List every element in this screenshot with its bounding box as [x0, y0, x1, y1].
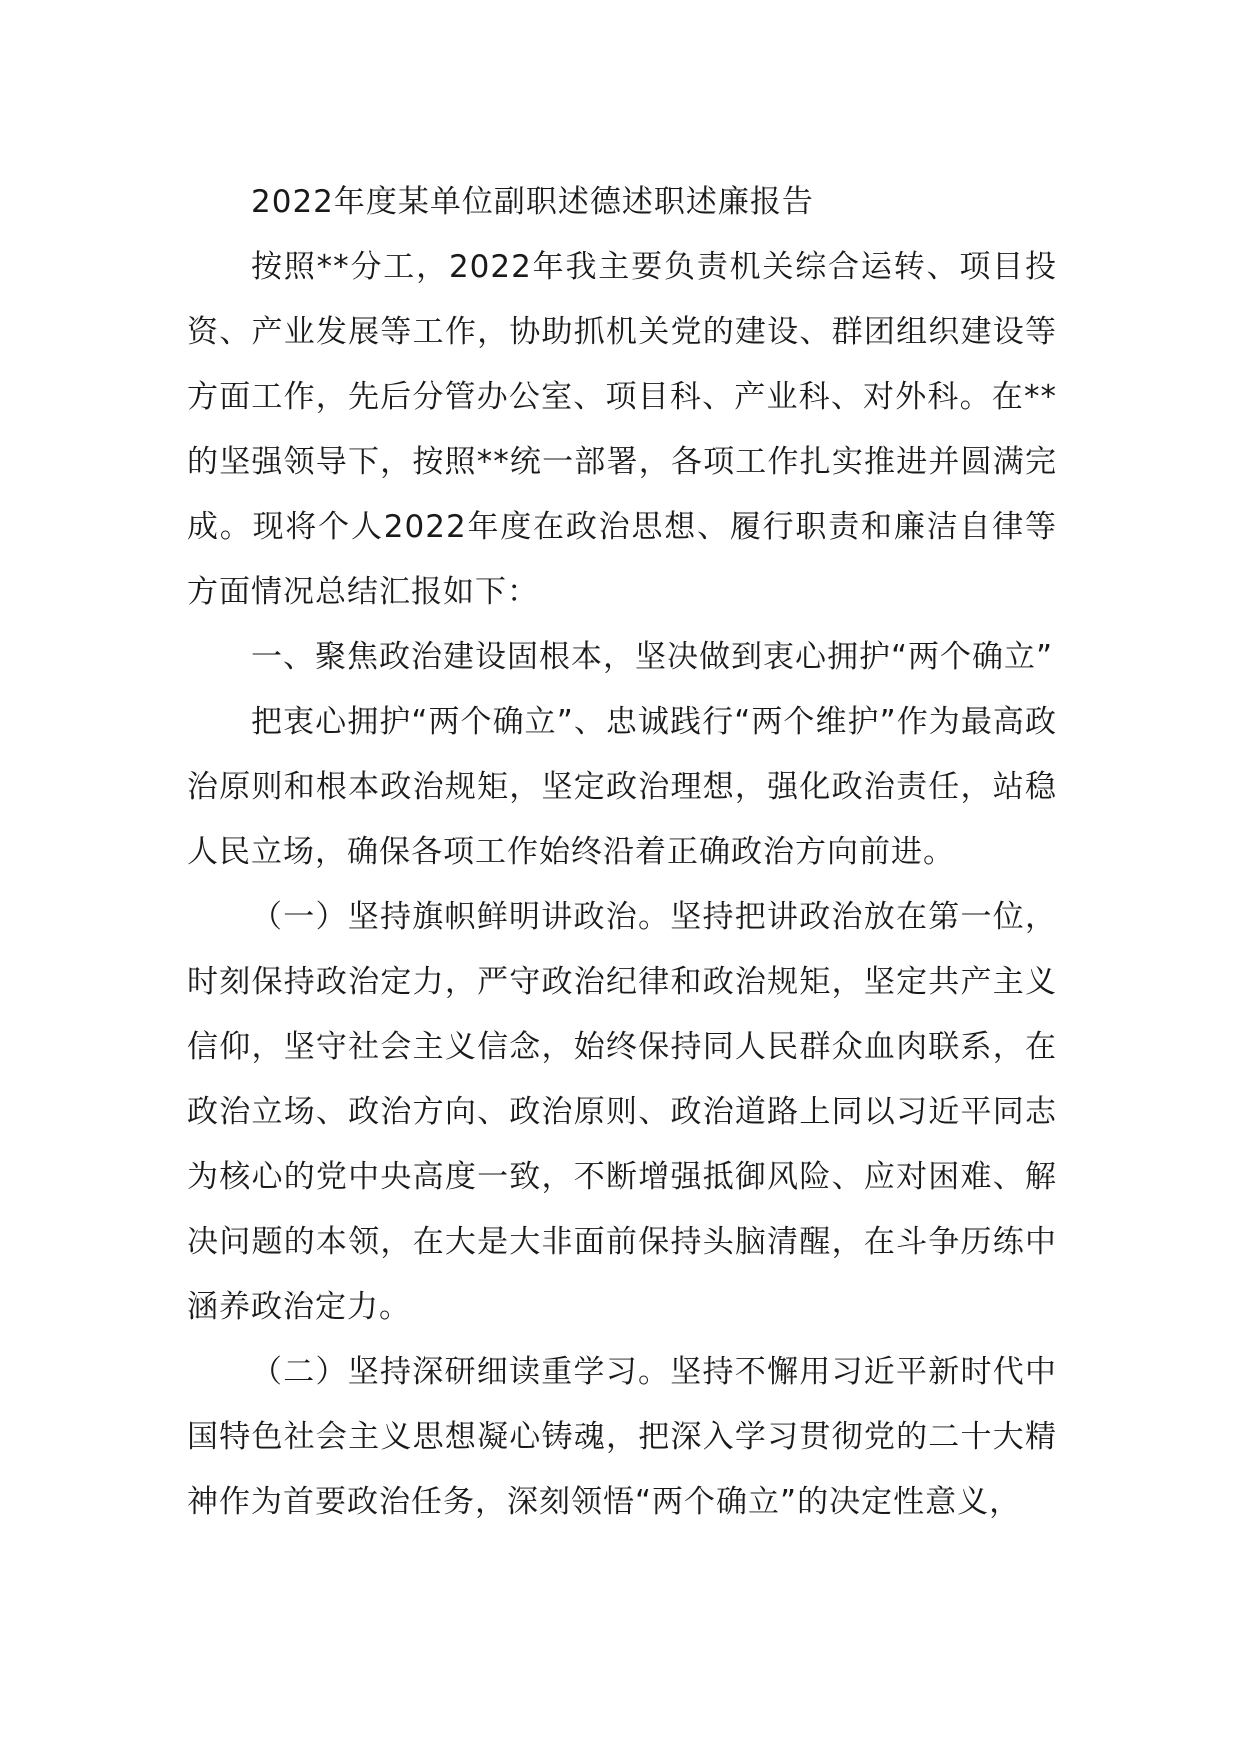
document-body: [187, 170, 1057, 1535]
paragraph-intro: 按照**分工，2022年我主要负责机关综合运转、项目投资、产业发展等工作，协助抓机关党的建设、群团组织建设等方面工作，先后分管办公室、项目科、产业科、对外科。在**的坚强领导下，按照**统一部署，各项工作扎实推进并圆满完成。现将个人2022年度在政治思想、履行职责和廉洁自律等方面情况总结汇报如下：: [187, 249, 1057, 610]
section-heading-1: 一、聚焦政治建设固根本，坚决做到衷心拥护“两个确立”: [251, 639, 1054, 675]
paragraph-section-1: 把衷心拥护“两个确立”、忠诚践行“两个维护”作为最高政治原则和根本政治规矩，坚定政治理想，强化政治责任，站稳人民立场，确保各项工作始终沿着正确政治方向前进。: [187, 704, 1057, 870]
paragraph-subsection-2: （二）坚持深研细读重学习。坚持不懈用习近平新时代中国特色社会主义思想凝心铸魂，把深入学习贯彻党的二十大精神作为首要政治任务，深刻领悟“两个确立”的决定性意义，: [187, 1354, 1057, 1520]
paragraph-subsection-1: （一）坚持旗帜鲜明讲政治。坚持把讲政治放在第一位，时刻保持政治定力，严守政治纪律和政治规矩，坚定共产主义信仰，坚守社会主义信念，始终保持同人民群众血肉联系，在政治立场、政治方向、政治原则、政治道路上同以习近平同志为核心的党中央高度一致，不断增强抵御风险、应对困难、解决问题的本领，在大是大非面前保持头脑清醒，在斗争历练中涵养政治定力。: [187, 899, 1057, 1325]
document-title: 2022年度某单位副职述德述职述廉报告: [251, 184, 814, 220]
